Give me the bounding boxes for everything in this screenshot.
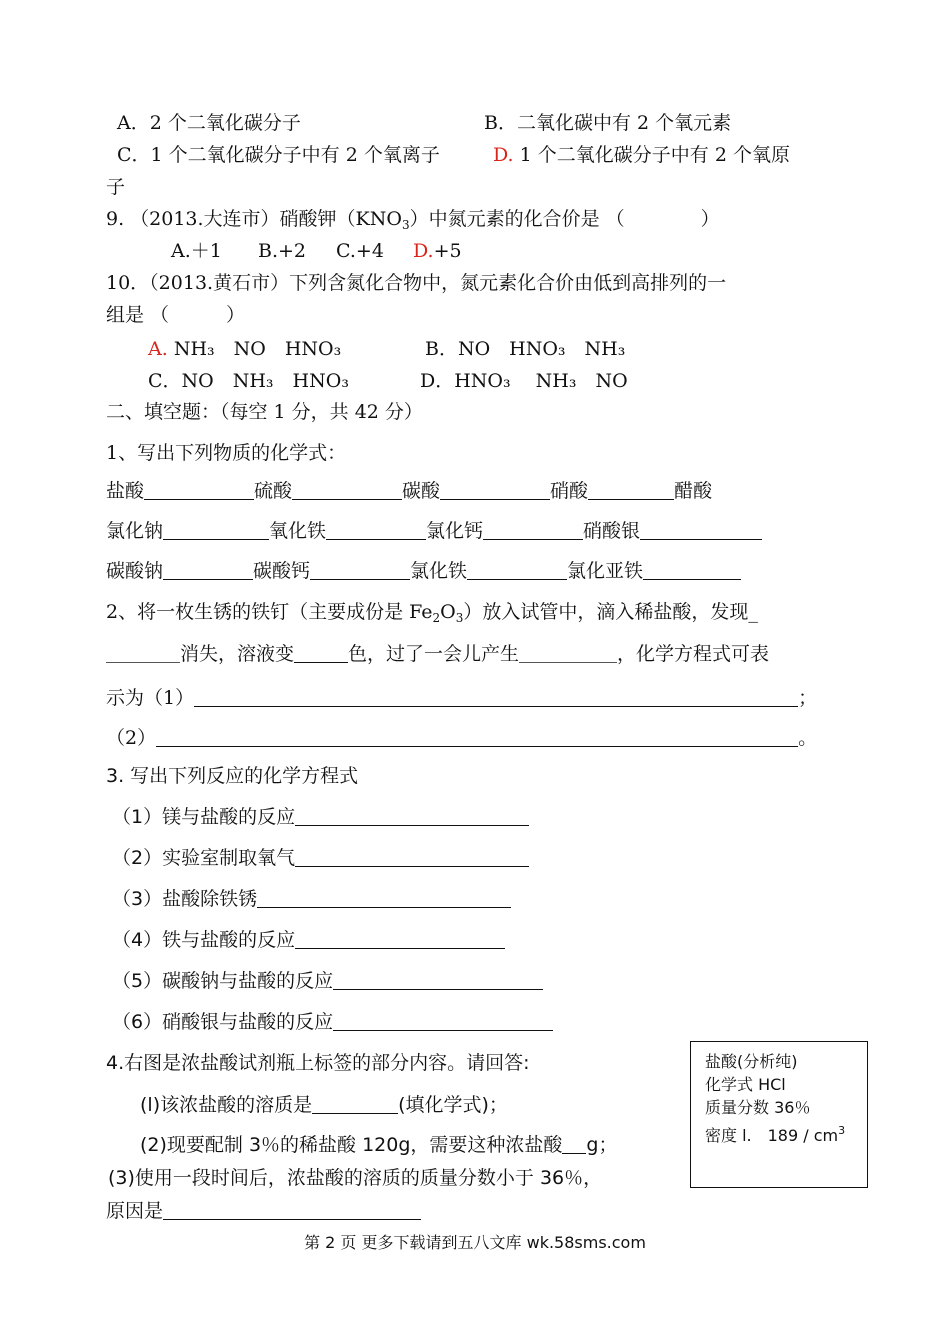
fill3-item-2 — [112, 845, 529, 871]
fill2-text: 消失，溶液变 — [180, 643, 295, 665]
answer-blank[interactable] — [333, 969, 543, 990]
fill2-text: 2、将一枚生锈的铁钉（主要成份是 Fe — [106, 601, 433, 623]
reaction-label: （6）硝酸银与盐酸的反应 — [112, 1011, 334, 1033]
fill1-row-1 — [106, 478, 712, 504]
q9-option-d-text: +5 — [433, 240, 462, 262]
answer-blank[interactable] — [467, 559, 567, 580]
q8-option-d-text: 1 个二氧化碳分子中有 2 个氧原 — [519, 144, 790, 166]
q10-option-d: D．HNO₃ NH₃ NO — [420, 370, 628, 392]
reaction-label: （4）铁与盐酸的反应 — [112, 929, 296, 951]
substance-label: 硝酸银 — [583, 520, 641, 542]
answer-blank[interactable] — [292, 479, 402, 500]
substance-label: 碳酸钙 — [253, 560, 311, 582]
substance-label: 硝酸 — [550, 480, 589, 502]
subscript: 2 — [432, 611, 441, 625]
fill3-item-3 — [112, 886, 511, 912]
substance-label: 碳酸 — [402, 480, 441, 502]
reaction-label: （3）盐酸除铁锈 — [112, 888, 258, 910]
fill3-item-6 — [112, 1009, 553, 1035]
answer-mark: D. — [493, 144, 514, 166]
answer-blank[interactable] — [295, 846, 529, 867]
fill2-text: ）放入试管中，滴入稀盐酸，发现_ — [463, 601, 758, 623]
fill3-item-1 — [112, 804, 529, 830]
q10-option-b: B．NO HNO₃ NH₃ — [425, 338, 626, 360]
label-name: 盐酸(分析纯) — [705, 1052, 798, 1071]
answer-mark: D. — [413, 240, 434, 262]
fill4-q1 — [140, 1092, 508, 1118]
substance-label: 氧化铁 — [269, 520, 327, 542]
fill4-text: (2)现要配制 3％的稀盐酸 120g，需要这种浓盐酸 — [140, 1134, 563, 1156]
q9-option-a: A.＋1 — [171, 240, 222, 262]
section-heading: 二、填空题：（每空 1 分，共 42 分） — [106, 401, 423, 423]
fill2-text: （2） — [106, 727, 157, 749]
fill2-text: 色，过了一会儿产生 — [348, 643, 520, 665]
substance-label: 氯化钙 — [426, 520, 484, 542]
subscript: 3 — [455, 611, 464, 625]
q8-option-d-continued: 子 — [106, 176, 126, 198]
q10-option-a-text: NH₃ NO HNO₃ — [173, 338, 342, 360]
answer-blank[interactable] — [163, 1199, 421, 1220]
answer-mark: A. — [148, 338, 168, 360]
q9-option-d — [413, 238, 462, 264]
q8-option-b: B．二氧化碳中有 2 个氧元素 — [484, 112, 732, 134]
label-concentration: 质量分数 36％ — [705, 1098, 811, 1117]
fill2-text: ； — [798, 687, 818, 709]
fill4-q3: (3)使用一段时间后，浓盐酸的溶质的质量分数小于 36％， — [108, 1167, 603, 1189]
fill4-q2 — [140, 1132, 617, 1158]
answer-blank[interactable] — [295, 928, 505, 949]
q8-option-a: A．2 个二氧化碳分子 — [117, 112, 301, 134]
reaction-label: （2）实验室制取氧气 — [112, 847, 296, 869]
answer-blank[interactable] — [519, 642, 617, 663]
answer-blank[interactable] — [333, 1010, 553, 1031]
answer-blank[interactable] — [483, 519, 583, 540]
q8-option-c: C．1 个二氧化碳分子中有 2 个氧离子 — [117, 144, 440, 166]
fill4-q3-continued — [106, 1198, 421, 1224]
answer-blank[interactable] — [156, 726, 798, 747]
label-formula: 化学式 HCl — [705, 1075, 786, 1094]
reaction-label: （1）镁与盐酸的反应 — [112, 806, 296, 828]
substance-label: 碳酸钠 — [106, 560, 164, 582]
q9-stem-tail: ）中氮元素的化合价是 （ ） — [409, 208, 720, 230]
answer-blank[interactable] — [106, 642, 180, 663]
fill3-title: 3. 写出下列反应的化学方程式 — [106, 765, 359, 787]
fill1-row-3 — [106, 558, 741, 584]
substance-label: 氯化亚铁 — [567, 560, 644, 582]
q10-stem-continued: 组是 （ ） — [106, 304, 246, 326]
substance-label: 氯化铁 — [410, 560, 468, 582]
label-density-text: 密度 l. 189 / cm — [705, 1126, 839, 1145]
substance-label: 硫酸 — [254, 480, 293, 502]
q9-stem-text: 9. （2013.大连市）硝酸钾（KNO — [106, 208, 402, 230]
fill4-text: (填化学式)； — [398, 1094, 508, 1116]
answer-blank[interactable] — [440, 479, 550, 500]
superscript: 3 — [838, 1124, 846, 1137]
fill4-text: (l)该浓盐酸的溶质是 — [140, 1094, 313, 1116]
answer-blank[interactable] — [144, 479, 254, 500]
answer-blank[interactable] — [326, 519, 426, 540]
fill1-row-2 — [106, 518, 762, 544]
substance-label: 盐酸 — [106, 480, 145, 502]
fill2-line-3 — [106, 685, 817, 711]
fill2-text: ，化学方程式可表 — [617, 643, 770, 665]
answer-blank[interactable] — [588, 479, 674, 500]
fill2-text: 示为（1） — [106, 687, 195, 709]
answer-blank[interactable] — [194, 686, 798, 707]
q10-stem: 10．（2013.黄石市）下列含氮化合物中，氮元素化合价由低到高排列的一 — [106, 272, 727, 294]
answer-blank[interactable] — [257, 887, 511, 908]
answer-blank[interactable] — [163, 559, 253, 580]
answer-blank[interactable] — [640, 519, 762, 540]
fill3-item-4 — [112, 927, 505, 953]
q9-stem — [106, 206, 720, 238]
reaction-label: （5）碳酸钠与盐酸的反应 — [112, 970, 334, 992]
fill2-line-4 — [106, 725, 817, 751]
fill1-title: 1、写出下列物质的化学式： — [106, 442, 347, 464]
fill2-text: 。 — [798, 727, 818, 749]
page-footer: 第 2 页 更多下载请到五八文库 wk.58sms.com — [304, 1233, 646, 1252]
substance-label: 氯化钠 — [106, 520, 164, 542]
answer-blank[interactable] — [562, 1133, 586, 1154]
fill4-text: 原因是 — [106, 1200, 164, 1222]
q10-option-a — [148, 336, 341, 362]
answer-blank[interactable] — [310, 559, 410, 580]
fill2-text: O — [440, 601, 456, 623]
q10-option-c: C．NO NH₃ HNO₃ — [148, 370, 349, 392]
subscript: 3 — [401, 218, 410, 232]
answer-blank[interactable] — [294, 642, 348, 663]
fill2-line-1 — [106, 599, 758, 631]
q9-option-b: B.+2 — [258, 240, 307, 262]
q9-option-c: C.+4 — [336, 240, 384, 262]
label-density — [705, 1119, 867, 1147]
answer-blank[interactable] — [312, 1093, 398, 1114]
fill4-text: g； — [586, 1134, 618, 1156]
substance-label: 醋酸 — [674, 480, 713, 502]
answer-blank[interactable] — [163, 519, 269, 540]
q8-option-d — [493, 142, 790, 168]
fill4-title: 4.右图是浓盐酸试剂瓶上标签的部分内容。请回答: — [106, 1052, 530, 1074]
fill3-item-5 — [112, 968, 543, 994]
answer-blank[interactable] — [643, 559, 741, 580]
reagent-label-box — [690, 1041, 868, 1188]
fill2-line-2 — [106, 641, 769, 667]
answer-blank[interactable] — [295, 805, 529, 826]
